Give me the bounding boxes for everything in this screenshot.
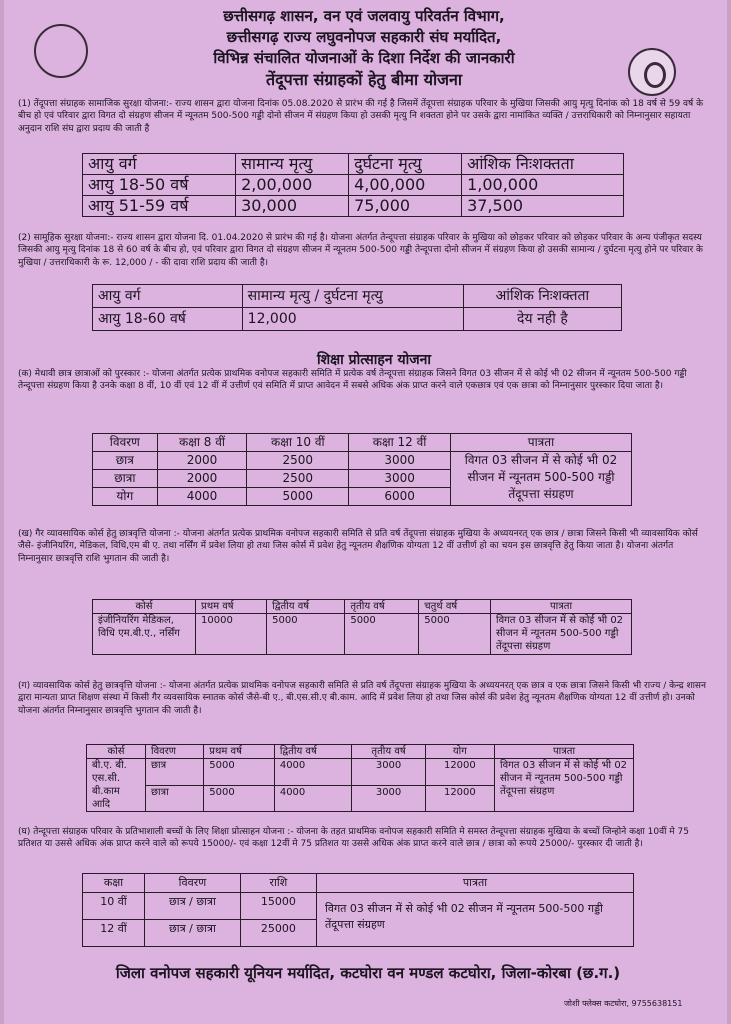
header-line-2: छत्तीसगढ़ राज्य लघुवनोपज सहकारी संघ मर्यादित,	[226, 28, 502, 46]
table-header: योग	[425, 745, 494, 759]
section-2-text: (2) सामूहिक सुरक्षा योजना:- राज्य शासन द्वारा योजना दि. 01.04.2020 से प्रारंभ की गई है। योजना अंतर्गत तेन्दूपत्ता संग्राहक परिवार के मुखिया को छोड़कर परिवार को छोड़कर परिवार के अन्य पंजीकृत सदस्य जिसकी आयु मृत्यु दिनांक 18 से 60 वर्ष के बीच हो, एवं परिवार द्वारा विगत दो संग्रहण सीजन में न्यूनतम 500-500 गड्डी तेन्दूपत्ता दोनो सीजन में संग्रहण किया हो उसकी सामान्य / दुर्घटना मृत्यु होने पर परिवार के मुखिया / उत्तराधिकारी के रू. 12,000 / - की दावा राशि प्रदाय की जाती है।	[18, 233, 703, 268]
table-cell: 2000	[157, 452, 247, 470]
table-cell: 3000	[349, 452, 451, 470]
table-header: विवरण	[93, 434, 158, 452]
table-header: पात्रता	[495, 745, 634, 759]
table-cell: 6000	[349, 488, 451, 506]
table-cell: 12000	[425, 785, 494, 812]
footer-organization: जिला वनोपज सहकारी यूनियन मर्यादित, कटघोरा वन मण्डल कटघोरा, जिला-कोरबा (छ.ग.)	[115, 964, 621, 982]
table-header: चतुर्थ वर्ष	[419, 600, 491, 614]
table-header: आयु वर्ग	[83, 154, 236, 175]
table-cell: 4000	[274, 785, 352, 812]
government-emblem-logo	[34, 24, 88, 78]
table-cell: 2,00,000	[236, 175, 349, 196]
printer-credit: जोशी फ्लेक्स कटघोरा, 9755638151	[564, 999, 683, 1008]
table-header: पात्रता	[317, 874, 634, 893]
course-cell: बी.ए. बी. एस.सी. बी.काम आदि	[87, 759, 146, 812]
table-header: विवरण	[146, 745, 204, 759]
professional-scholarship-table	[92, 599, 632, 655]
table-cell: 12,000	[242, 308, 463, 331]
table-header: आंशिक निःशक्तता	[463, 285, 621, 308]
table-header: पात्रता	[491, 600, 632, 614]
table-cell: 37,500	[462, 196, 624, 217]
table-header: कक्षा 10 वीं	[247, 434, 349, 452]
table-cell: 12 वीं	[83, 920, 145, 947]
table-cell: छात्र	[93, 452, 158, 470]
table-cell: आयु 18-50 वर्ष	[83, 175, 236, 196]
education-section-title: शिक्षा प्रोत्साहन योजना	[317, 352, 431, 368]
table-cell: 5000	[204, 785, 275, 812]
table-cell: 5000	[419, 614, 491, 655]
table-header: द्वितीय वर्ष	[274, 745, 352, 759]
table-header: कक्षा 8 वीं	[157, 434, 247, 452]
table-header: सामान्य मृत्यु	[236, 154, 349, 175]
table-cell: 5000	[247, 488, 349, 506]
table-cell: 3000	[349, 470, 451, 488]
document-sheet	[4, 0, 727, 1024]
table-cell: 25000	[240, 920, 316, 947]
table-cell: 10000	[196, 614, 267, 655]
table-cell: 2000	[157, 470, 247, 488]
group-insurance-table	[92, 284, 622, 331]
eligibility-cell: विगत 03 सीजन में से कोई भी 02 सीजन में न्यूनतम 500-500 गड्डी तेंदूपत्ता संग्रहण	[495, 759, 634, 812]
meritorious-award-table	[92, 433, 632, 506]
table-cell: 5000	[345, 614, 419, 655]
table-header: कोर्स	[87, 745, 146, 759]
table-cell: छात्र	[146, 759, 204, 786]
table-header: कक्षा 12 वीं	[349, 434, 451, 452]
table-header: तृतीय वर्ष	[352, 745, 425, 759]
table-header: तृतीय वर्ष	[345, 600, 419, 614]
section-1-text: (1) तेंदूपत्ता संग्राहक सामाजिक सुरक्षा योजना:- राज्य शासन द्वारा योजना दिनांक 05.08.2020 से प्रारंभ की गई है जिसमें तेंदूपत्ता संग्राहक परिवार के मुखिया जिसकी आयु मृत्यु दिनांक को 18 वर्ष से 59 वर्ष के बीच हो एवं परिवार द्वारा विगत दो संग्रहण सीजन में न्यूनतम 500-500 गड्डी दोनो सीजन में संग्रहण किया हो उसकी मृत्यु नि शक्तता होने पर उसके द्वारा नामांकित व्यक्ति / उत्तराधिकारी को निम्नानुसार सहायता अनुदान राशि संघ द्वारा प्रदाय की जाती है	[18, 99, 704, 134]
table-cell: छात्र / छात्रा	[145, 893, 241, 920]
table-cell: 1,00,000	[462, 175, 624, 196]
table-cell: छात्रा	[146, 785, 204, 812]
table-cell: 4,00,000	[349, 175, 462, 196]
table-header: दुर्घटना मृत्यु	[349, 154, 462, 175]
document-title: तेंदूपत्ता संग्राहकों हेतु बीमा योजना	[265, 70, 463, 89]
header-line-3: विभिन्न संचालित योजनाओं के दिशा निर्देश की जानकारी	[213, 49, 515, 67]
table-header: कोर्स	[93, 600, 196, 614]
table-cell: 30,000	[236, 196, 349, 217]
course-cell: इंजीनियरिंग मेडिकल, विधि एम.बी.ए., नर्सिंग	[93, 614, 196, 655]
table-cell: 5000	[204, 759, 275, 786]
table-cell: 15000	[240, 893, 316, 920]
eligibility-cell: विगत 03 सीजन में से कोई भी 02 सीजन में न्यूनतम 500-500 गड्डी तेंदूपत्ता संग्रहण	[317, 893, 634, 947]
table-cell: 2500	[247, 470, 349, 488]
table-header: सामान्य मृत्यु / दुर्घटना मृत्यु	[242, 285, 463, 308]
table-cell: छात्रा	[93, 470, 158, 488]
talented-children-table	[82, 873, 634, 947]
table-cell: देय नही है	[463, 308, 621, 331]
table-cell: 5000	[267, 614, 345, 655]
table-cell: योग	[93, 488, 158, 506]
section-gh-text: (घ) तेन्दूपत्ता संग्राहक परिवार के प्रतिभाशाली बच्चों के लिए शिक्षा प्रोत्साहन योजना :- योजना के तहत प्राथमिक वनोपज सहकारी समिति मे समस्त तेन्दूपत्ता संग्राहक मुखिया के बच्चों जिन्होने कक्षा 10वीं मे 75 प्रतिशत या उससे अधिक अंक प्राप्त करने वाले को रूपये 15000/- एवं कक्षा 12वीं मे 75 प्रतिशत या उससे अधिक अंक प्राप्त करने वाले छात्र / छात्रा को रूपये 25000/- पुरस्कार दी जाती है।	[18, 827, 690, 850]
table-cell: 2500	[247, 452, 349, 470]
table-cell: आयु 18-60 वर्ष	[93, 308, 243, 331]
table-cell: आयु 51-59 वर्ष	[83, 196, 236, 217]
section-kh-text: (ख) गैर व्यावसायिक कोर्स हेतु छात्रवृत्ति योजना :- योजना अंतर्गत प्रत्येक प्राथमिक वनोपज सहकारी समिति से प्रति वर्ष तेंदूपत्ता संग्राहक मुखिया के अध्ययनरत् एक छात्र / छात्रा जिसने किसी भी व्यावसायिक कोर्स जैसे- इंजीनियरिंग, मेडिकल, विधि,एम बी ए. तथा नर्सिंग में प्रवेश लिया हो तथा जिस कोर्स में प्रवेश हेतु न्यूनतम शैक्षणिक योग्यता 12 वीं उत्तीर्ण हो का चयन इस छात्रवृत्ति हेतु किया जाता है। योजना अंतर्गत निम्नानुसार छात्रवृत्ति राशि भुगतान की जाती है।	[18, 529, 698, 564]
table-header: आयु वर्ग	[93, 285, 243, 308]
table-header: कक्षा	[83, 874, 145, 893]
table-cell: 4000	[274, 759, 352, 786]
table-cell: 4000	[157, 488, 247, 506]
eligibility-cell: विगत 03 सीजन में से कोई भी 02 सीजन में न्यूनतम 500-500 गड्डी तेंदूपत्ता संग्रहण	[491, 614, 632, 655]
table-header: प्रथम वर्ष	[204, 745, 275, 759]
nonprofessional-scholarship-table	[86, 744, 634, 812]
header-line-1: छत्तीसगढ़ शासन, वन एवं जलवायु परिवर्तन विभाग,	[223, 7, 505, 25]
table-cell: 3000	[352, 785, 425, 812]
table-header: पात्रता	[451, 434, 632, 452]
table-cell: 75,000	[349, 196, 462, 217]
table-header: आंशिक निःशक्तता	[462, 154, 624, 175]
table-cell: छात्र / छात्रा	[145, 920, 241, 947]
section-g-text: (ग) व्यावसायिक कोर्स हेतु छात्रवृत्ति योजना :- योजना अंतर्गत प्रत्येक प्राथमिक वनोपज सहकारी समिति से प्रति वर्ष तेंदूपत्ता संग्राहक मुखिया के अध्ययनरत् एक छात्र व एक छात्रा जिसने किसी भी राज्य / केन्द्र शासन द्वारा मान्यता प्राप्त शिक्षण संस्था में किसी गैर व्यवसायिक स्नातक कोर्स जैसे-बी ए., बी.एस.सी.ए बी.काम. आदि में प्रवेश लिया हो तथा जिस कोर्स की प्रवेश हेतु न्यूनतम शैक्षणिक योग्यता 12 वीं उत्तीर्ण हो। उनको योजना अंतर्गत निम्नानुसार छात्रवृत्ति भुगतान की जाती है।	[18, 681, 707, 716]
insurance-table	[82, 153, 624, 217]
table-cell: 3000	[352, 759, 425, 786]
eligibility-cell: विगत 03 सीजन में से कोई भी 02 सीजन में न्यूनतम 500-500 गड्डी तेंदूपत्ता संग्रहण	[451, 452, 632, 506]
table-cell: 10 वीं	[83, 893, 145, 920]
table-cell: 12000	[425, 759, 494, 786]
table-header: विवरण	[145, 874, 241, 893]
table-header: प्रथम वर्ष	[196, 600, 267, 614]
table-header: द्वितीय वर्ष	[267, 600, 345, 614]
table-header: राशि	[240, 874, 316, 893]
section-k-text: (क) मेधावी छात्र छात्राओं को पुरस्कार :- योजना अंतर्गत प्रत्येक प्राथमिक वनोपज सहकारी समिति में प्रत्येक वर्ष तेन्दूपत्ता संग्राहक जिसने विगत 03 सीजन में से कोई भी 02 सीजन में न्यूनतम 500-500 गड्डी तेन्दूपत्ता संग्रहण किया है उनके कक्षा 8 वीं, 10 वीं एवं 12 वीं में उत्तीर्ण एवं समिति में प्राप्त आवेदन में सबसे अधिक अंक प्राप्त करने वाले एकछात्र एवं एक छात्रा को निम्नानुसार पुरस्कार दिया जाता है।	[18, 369, 687, 392]
